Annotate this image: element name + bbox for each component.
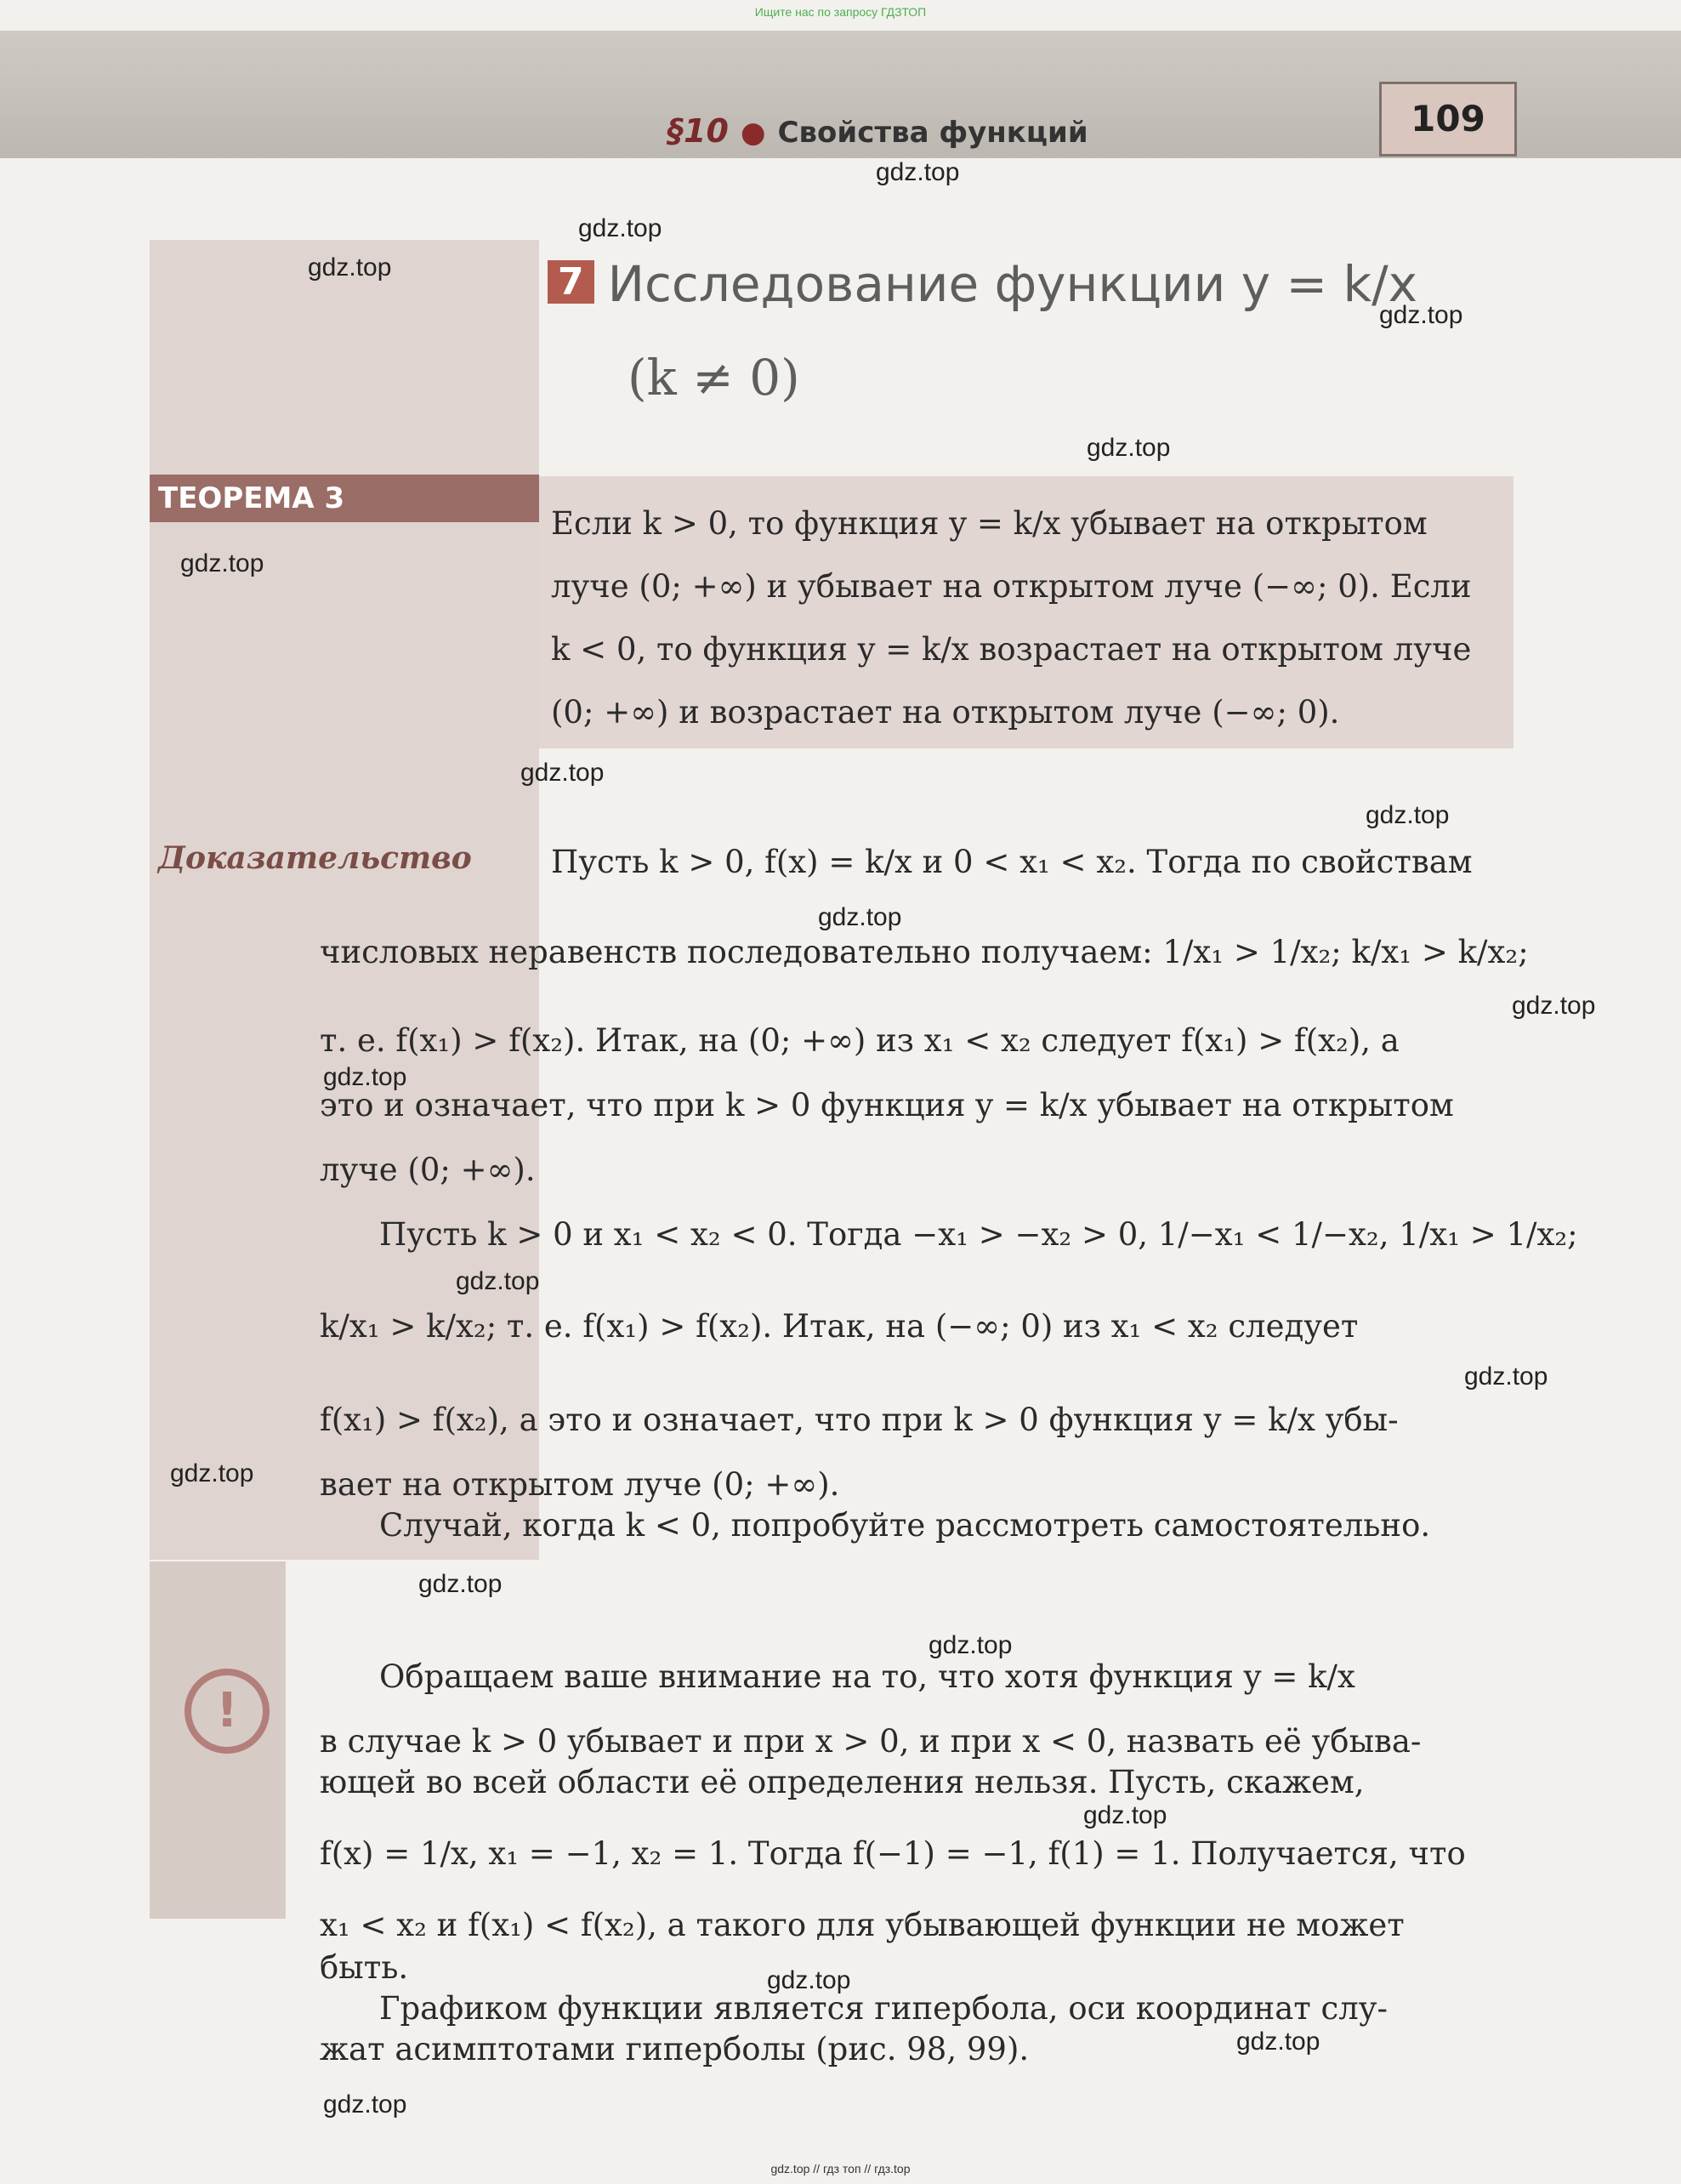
watermark: gdz.top — [170, 1459, 254, 1487]
watermark: gdz.top — [767, 1966, 851, 1994]
watermark: gdz.top — [578, 214, 662, 242]
watermark: gdz.top — [180, 549, 264, 577]
theorem-label: ТЕОРЕМА 3 — [150, 475, 539, 522]
watermark: gdz.top — [818, 903, 902, 931]
watermark: gdz.top — [876, 158, 960, 186]
note-line: Обращаем ваше внимание на то, что хотя функция y = k/x — [379, 1658, 1355, 1695]
left-sidebar — [150, 240, 539, 1560]
watermark: gdz.top — [1236, 2028, 1320, 2056]
watermark: gdz.top — [456, 1267, 540, 1295]
watermark: gdz.top — [418, 1570, 503, 1598]
proof-line: числовых неравенств последовательно получаем: 1/x₁ > 1/x₂; k/x₁ > k/x₂; — [320, 934, 1529, 970]
note-line: f(x) = 1/x, x₁ = −1, x₂ = 1. Тогда f(−1) = −1, f(1) = 1. Получается, что — [320, 1835, 1466, 1872]
proof-line: Случай, когда k < 0, попробуйте рассмотреть самостоятельно. — [379, 1507, 1431, 1544]
note-line: Графиком функции является гипербола, оси координат слу- — [379, 1990, 1389, 2027]
watermark: gdz.top — [929, 1631, 1013, 1659]
bottom-note: gdz.top // гдз топ // гдз.top — [770, 2162, 911, 2175]
subsection-heading — [548, 255, 1417, 313]
proof-line: Пусть k > 0, f(x) = k/x и 0 < x₁ < x₂. Тогда по свойствам — [551, 844, 1473, 880]
section-number: §10 — [667, 112, 729, 150]
proof-line: т. е. f(x₁) > f(x₂). Итак, на (0; +∞) из x₁ < x₂ следует f(x₁) > f(x₂), а — [320, 1022, 1400, 1059]
page-number: 109 — [1379, 82, 1517, 156]
watermark: gdz.top — [323, 2090, 407, 2119]
watermark: gdz.top — [1366, 801, 1450, 829]
watermark: gdz.top — [520, 759, 605, 787]
subsection-number: 7 — [548, 260, 594, 304]
watermark: gdz.top — [308, 253, 392, 282]
proof-line: Пусть k > 0 и x₁ < x₂ < 0. Тогда −x₁ > −x₂ > 0, 1/−x₁ < 1/−x₂, 1/x₁ > 1/x₂; — [379, 1216, 1578, 1253]
proof-line: вает на открытом луче (0; +∞). — [320, 1466, 840, 1503]
section-title-header: Свойства функций — [777, 116, 1088, 150]
subsection-title: Исследование функции y = k/x — [607, 255, 1418, 313]
watermark: gdz.top — [1512, 992, 1596, 1020]
theorem-line: луче (0; +∞) и убывает на открытом луче (−∞; 0). Если — [551, 568, 1472, 605]
watermark: gdz.top — [1087, 434, 1171, 462]
watermark: gdz.top — [1379, 301, 1463, 329]
watermark: gdz.top — [1083, 1801, 1167, 1829]
theorem-line: Если k > 0, то функция y = k/x убывает на открытом — [551, 505, 1428, 542]
note-line: в случае k > 0 убывает и при x > 0, и при x < 0, назвать её убыва- — [320, 1723, 1422, 1760]
watermark: gdz.top — [1464, 1362, 1548, 1391]
watermark: gdz.top — [323, 1063, 407, 1091]
proof-line: луче (0; +∞). — [320, 1152, 536, 1188]
proof-line: f(x₁) > f(x₂), а это и означает, что при k > 0 функция y = k/x убы- — [320, 1402, 1399, 1438]
note-line: ющей во всей области её определения нельзя. Пусть, скажем, — [320, 1764, 1365, 1800]
theorem-line: (0; +∞) и возрастает на открытом луче (−∞; 0). — [551, 694, 1340, 731]
note-line: жат асимптотами гиперболы (рис. 98, 99). — [320, 2031, 1030, 2067]
top-note: Ищите нас по запросу ГДЗТОП — [754, 5, 927, 19]
running-header — [667, 112, 1088, 150]
bullet-icon: ● — [740, 116, 766, 150]
proof-line: это и означает, что при k > 0 функция y = k/x убывает на открытом — [320, 1087, 1454, 1123]
note-line: x₁ < x₂ и f(x₁) < f(x₂), а такого для убывающей функции не может — [320, 1907, 1405, 1943]
subsection-condition: (k ≠ 0) — [628, 349, 800, 407]
exclamation-icon: ! — [185, 1669, 270, 1754]
proof-label: Доказательство — [158, 840, 472, 876]
note-line: быть. — [320, 1949, 409, 1986]
proof-line: k/x₁ > k/x₂; т. е. f(x₁) > f(x₂). Итак, на (−∞; 0) из x₁ < x₂ следует — [320, 1308, 1359, 1345]
theorem-line: k < 0, то функция y = k/x возрастает на открытом луче — [551, 631, 1472, 668]
